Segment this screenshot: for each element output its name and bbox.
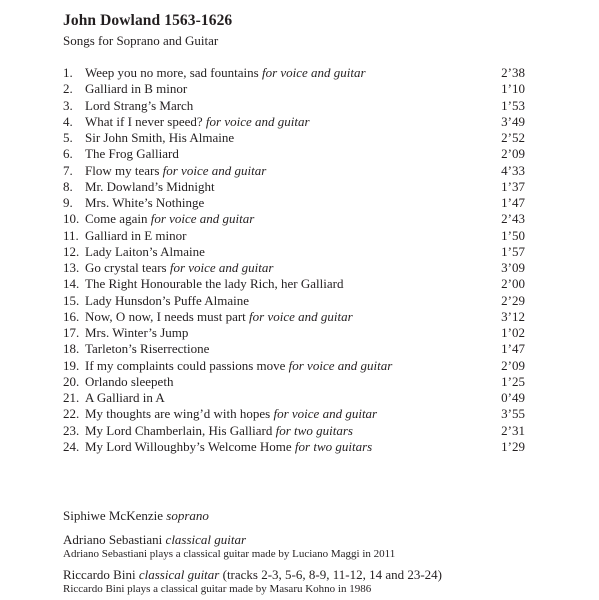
track-title: Lady Laiton’s Almaine [85, 243, 205, 259]
track-instrumentation: for two guitars [294, 438, 373, 454]
track-row [63, 211, 525, 227]
track-instrumentation: for voice and guitar [205, 113, 310, 129]
track-title: Come again [85, 211, 151, 227]
track-title: The Right Honourable the lady Rich, her Galliard [85, 276, 344, 292]
track-duration: 2’09 [501, 357, 525, 373]
track-duration: 1’37 [501, 178, 525, 194]
track-duration: 1’25 [501, 373, 525, 389]
track-number: 12. [63, 243, 80, 259]
track-row [63, 390, 525, 406]
track-title: Sir John Smith, His Almaine [85, 130, 235, 145]
track-duration: 2’38 [501, 65, 525, 80]
track-instrumentation: for voice and guitar [150, 211, 255, 227]
track-duration: 3’55 [501, 406, 525, 422]
track-instrumentation: for voice and guitar [288, 357, 393, 373]
track-title: Weep you no more, sad fountains [85, 65, 262, 80]
track-duration: 1’47 [501, 341, 525, 357]
track-number: 6. [63, 146, 73, 162]
track-row [63, 81, 525, 97]
track-number: 7. [63, 162, 73, 178]
track-instrumentation: for voice and guitar [273, 406, 378, 422]
track-title: Go crystal tears [85, 260, 170, 275]
track-duration: 2’00 [501, 276, 525, 292]
track-row [63, 163, 525, 179]
track-duration: 4’33 [501, 162, 525, 178]
track-row [63, 228, 525, 244]
track-duration: 3’09 [501, 260, 525, 275]
track-title: Galliard in E minor [85, 227, 187, 243]
instrument-note: Riccardo Bini plays a classical guitar made by Masaru Kohno in 1986 [63, 583, 372, 595]
track-row [63, 98, 525, 114]
track-title: What if I never speed? [85, 113, 206, 129]
track-number: 14. [63, 276, 80, 292]
track-number: 24. [63, 438, 80, 454]
track-number: 8. [63, 178, 73, 194]
track-number: 3. [63, 97, 73, 113]
track-instrumentation: for two guitars [275, 422, 353, 438]
track-row [63, 439, 525, 455]
credit-performer-soprano [63, 508, 442, 524]
performer-name: Riccardo Bini [63, 567, 139, 582]
track-number: 23. [63, 422, 80, 438]
track-number: 9. [63, 195, 73, 210]
track-title: Now, O now, I needs must part [85, 308, 250, 324]
track-title: If my complaints could passions move [85, 357, 289, 373]
track-row [63, 244, 525, 260]
track-title: Flow my tears [85, 162, 163, 178]
track-row [63, 179, 525, 195]
track-duration: 1’50 [501, 227, 525, 243]
track-title: The Frog Galliard [85, 146, 179, 162]
track-title: Lord Strang’s March [85, 97, 194, 113]
track-title: A Galliard in A [85, 390, 165, 405]
track-row [63, 406, 525, 422]
credit-performer-guitar-2 [63, 567, 442, 583]
track-duration: 1’47 [501, 195, 525, 210]
instrument-note: Adriano Sebastiani plays a classical guitar made by Luciano Maggi in 2011 [63, 548, 396, 560]
track-row [63, 260, 525, 276]
album-subtitle: Songs for Soprano and Guitar [63, 33, 219, 48]
track-number: 13. [63, 260, 80, 275]
track-duration: 3’49 [501, 113, 525, 129]
track-duration: 2’43 [501, 211, 525, 227]
track-number: 5. [63, 130, 73, 145]
performer-tracks: (tracks 2-3, 5-6, 8-9, 11-12, 14 and 23-24) [219, 567, 442, 582]
performer-name: Siphiwe McKenzie [63, 508, 167, 523]
track-duration: 2’52 [501, 130, 525, 145]
track-instrumentation: for voice and guitar [169, 260, 274, 275]
track-number: 22. [63, 406, 80, 422]
track-title: Orlando sleepeth [85, 373, 174, 389]
track-row [63, 374, 525, 390]
track-title: My thoughts are wing’d with hopes [85, 406, 274, 422]
track-number: 4. [63, 113, 73, 129]
track-duration: 3’12 [501, 308, 525, 324]
track-duration: 0’49 [501, 390, 525, 405]
track-number: 1. [63, 65, 73, 80]
track-duration: 2’09 [501, 146, 525, 162]
track-number: 18. [63, 341, 80, 357]
track-title: Mrs. White’s Nothinge [85, 195, 205, 210]
track-instrumentation: for voice and guitar [249, 308, 353, 324]
track-number: 2. [63, 81, 73, 97]
track-title: Mr. Dowland’s Midnight [85, 178, 215, 194]
track-title: Galliard in B minor [85, 81, 188, 97]
track-row [63, 130, 525, 146]
track-duration: 2’31 [501, 422, 525, 438]
credits [63, 508, 442, 596]
track-number: 21. [63, 390, 80, 405]
track-row [63, 65, 525, 81]
track-duration: 1’10 [501, 81, 525, 97]
track-number: 11. [63, 227, 79, 243]
track-number: 10. [63, 211, 80, 227]
track-title: Tarleton’s Riserrectione [85, 341, 210, 357]
performer-role: soprano [166, 508, 209, 523]
track-row [63, 293, 525, 309]
performer-role: classical guitar [165, 532, 247, 547]
track-duration: 1’29 [501, 438, 525, 454]
album-title: John Dowland 1563-1626 [63, 12, 233, 29]
track-row [63, 341, 525, 357]
track-row [63, 114, 525, 130]
performer-role: classical guitar [138, 567, 220, 582]
track-row [63, 146, 525, 162]
track-duration: 1’02 [501, 325, 525, 340]
track-row [63, 276, 525, 292]
track-list [63, 65, 525, 455]
track-title: My Lord Willoughby’s Welcome Home [85, 438, 295, 454]
track-instrumentation: for voice and guitar [261, 65, 366, 80]
track-number: 15. [63, 292, 80, 308]
performer-name: Adriano Sebastiani [63, 532, 166, 547]
track-instrumentation: for voice and guitar [162, 162, 267, 178]
track-row [63, 309, 525, 325]
track-row [63, 423, 525, 439]
track-duration: 2’29 [501, 292, 525, 308]
track-number: 16. [63, 308, 80, 324]
track-title: Mrs. Winter’s Jump [85, 325, 189, 340]
track-duration: 1’57 [501, 243, 525, 259]
track-duration: 1’53 [501, 97, 525, 113]
track-title: Lady Hunsdon’s Puffe Almaine [85, 292, 250, 308]
track-row [63, 195, 525, 211]
track-number: 17. [63, 325, 80, 340]
track-title: My Lord Chamberlain, His Galliard [85, 422, 276, 438]
track-number: 19. [63, 357, 80, 373]
credit-performer-guitar-1 [63, 532, 442, 548]
track-row [63, 358, 525, 374]
track-number: 20. [63, 373, 80, 389]
track-row [63, 325, 525, 341]
